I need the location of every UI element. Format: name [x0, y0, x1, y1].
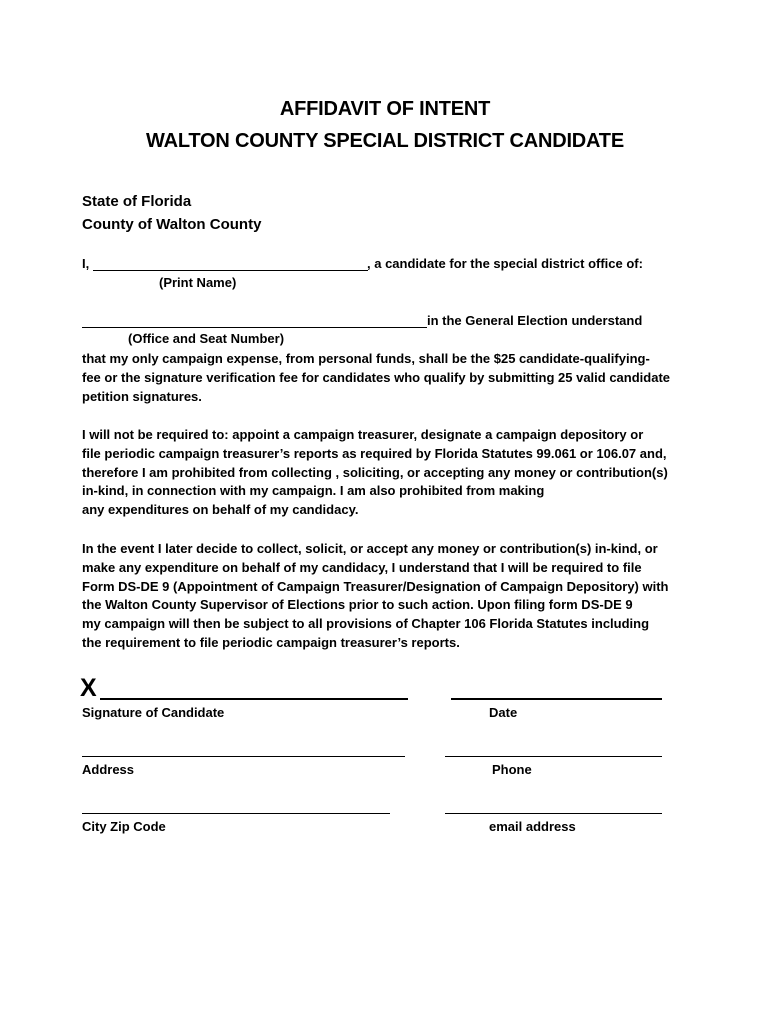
paragraph-line: make any expenditure on behalf of my candidacy, I understand that I will be required to file	[82, 559, 642, 575]
city-zip-field[interactable]	[82, 813, 390, 814]
paragraph-line: that my only campaign expense, from personal funds, shall be the $25 candidate-qualifying-	[82, 351, 650, 366]
address-field[interactable]	[82, 756, 405, 757]
email-label: email address	[489, 819, 576, 834]
paragraph-obligations	[82, 426, 668, 520]
state-text: State of Florida	[82, 193, 192, 210]
paragraph-line: petition signatures.	[82, 388, 202, 404]
paragraph-expense	[82, 350, 670, 406]
paragraph-line: in-kind, in connection with my campaign. I am also prohibited from making	[82, 483, 545, 499]
date-label: Date	[489, 705, 518, 720]
paragraph-line: therefore I am prohibited from collecting , soliciting, or accepting any money or contribution(s)	[82, 464, 668, 480]
office-suffix: in the General Election understand	[427, 313, 643, 328]
document-subtitle: WALTON COUNTY SPECIAL DISTRICT CANDIDATE	[146, 130, 624, 152]
paragraph-line: I will not be required to: appoint a campaign treasurer, designate a campaign depository or	[82, 427, 644, 442]
print-name-label: (Print Name)	[159, 275, 237, 290]
signature-x-mark: X	[80, 674, 97, 702]
signature-label: Signature of Candidate	[82, 705, 225, 720]
paragraph-line: my campaign will then be subject to all provisions of Chapter 106 Florida Statutes including	[82, 616, 650, 632]
date-field[interactable]	[451, 698, 662, 700]
paragraph-line: any expenditures on behalf of my candidacy.	[82, 502, 359, 518]
address-label: Address	[82, 762, 135, 777]
office-seat-field[interactable]	[82, 327, 427, 328]
city-zip-label: City Zip Code	[82, 819, 166, 834]
paragraph-line: file periodic campaign treasurer’s reports as required by Florida Statutes 99.061 or 106.07 and,	[82, 445, 667, 461]
jurisdiction-block	[82, 190, 261, 236]
paragraph-future-event	[82, 540, 669, 653]
paragraph-line: Form DS-DE 9 (Appointment of Campaign Treasurer/Designation of Campaign Depository) with	[82, 578, 669, 594]
intro-suffix: , a candidate for the special district office of:	[367, 256, 643, 271]
county-text: County of Walton County	[82, 216, 262, 233]
paragraph-line: the Walton County Supervisor of Elections prior to such action. Upon filing form DS-DE 9	[82, 597, 633, 613]
phone-field[interactable]	[445, 756, 662, 757]
paragraph-line: the requirement to file periodic campaign treasurer’s reports.	[82, 634, 460, 650]
signature-field[interactable]	[100, 698, 408, 700]
email-field[interactable]	[445, 813, 662, 814]
paragraph-line: In the event I later decide to collect, solicit, or accept any money or contribution(s) in-kind, or	[82, 541, 658, 556]
phone-label: Phone	[492, 762, 532, 777]
office-seat-label: (Office and Seat Number)	[128, 331, 285, 346]
print-name-field[interactable]	[93, 270, 368, 271]
document-title: AFFIDAVIT OF INTENT	[279, 98, 491, 120]
paragraph-line: fee or the signature verification fee for candidates who qualify by submitting 25 valid candidate	[82, 369, 671, 385]
intro-prefix: I,	[82, 256, 90, 271]
